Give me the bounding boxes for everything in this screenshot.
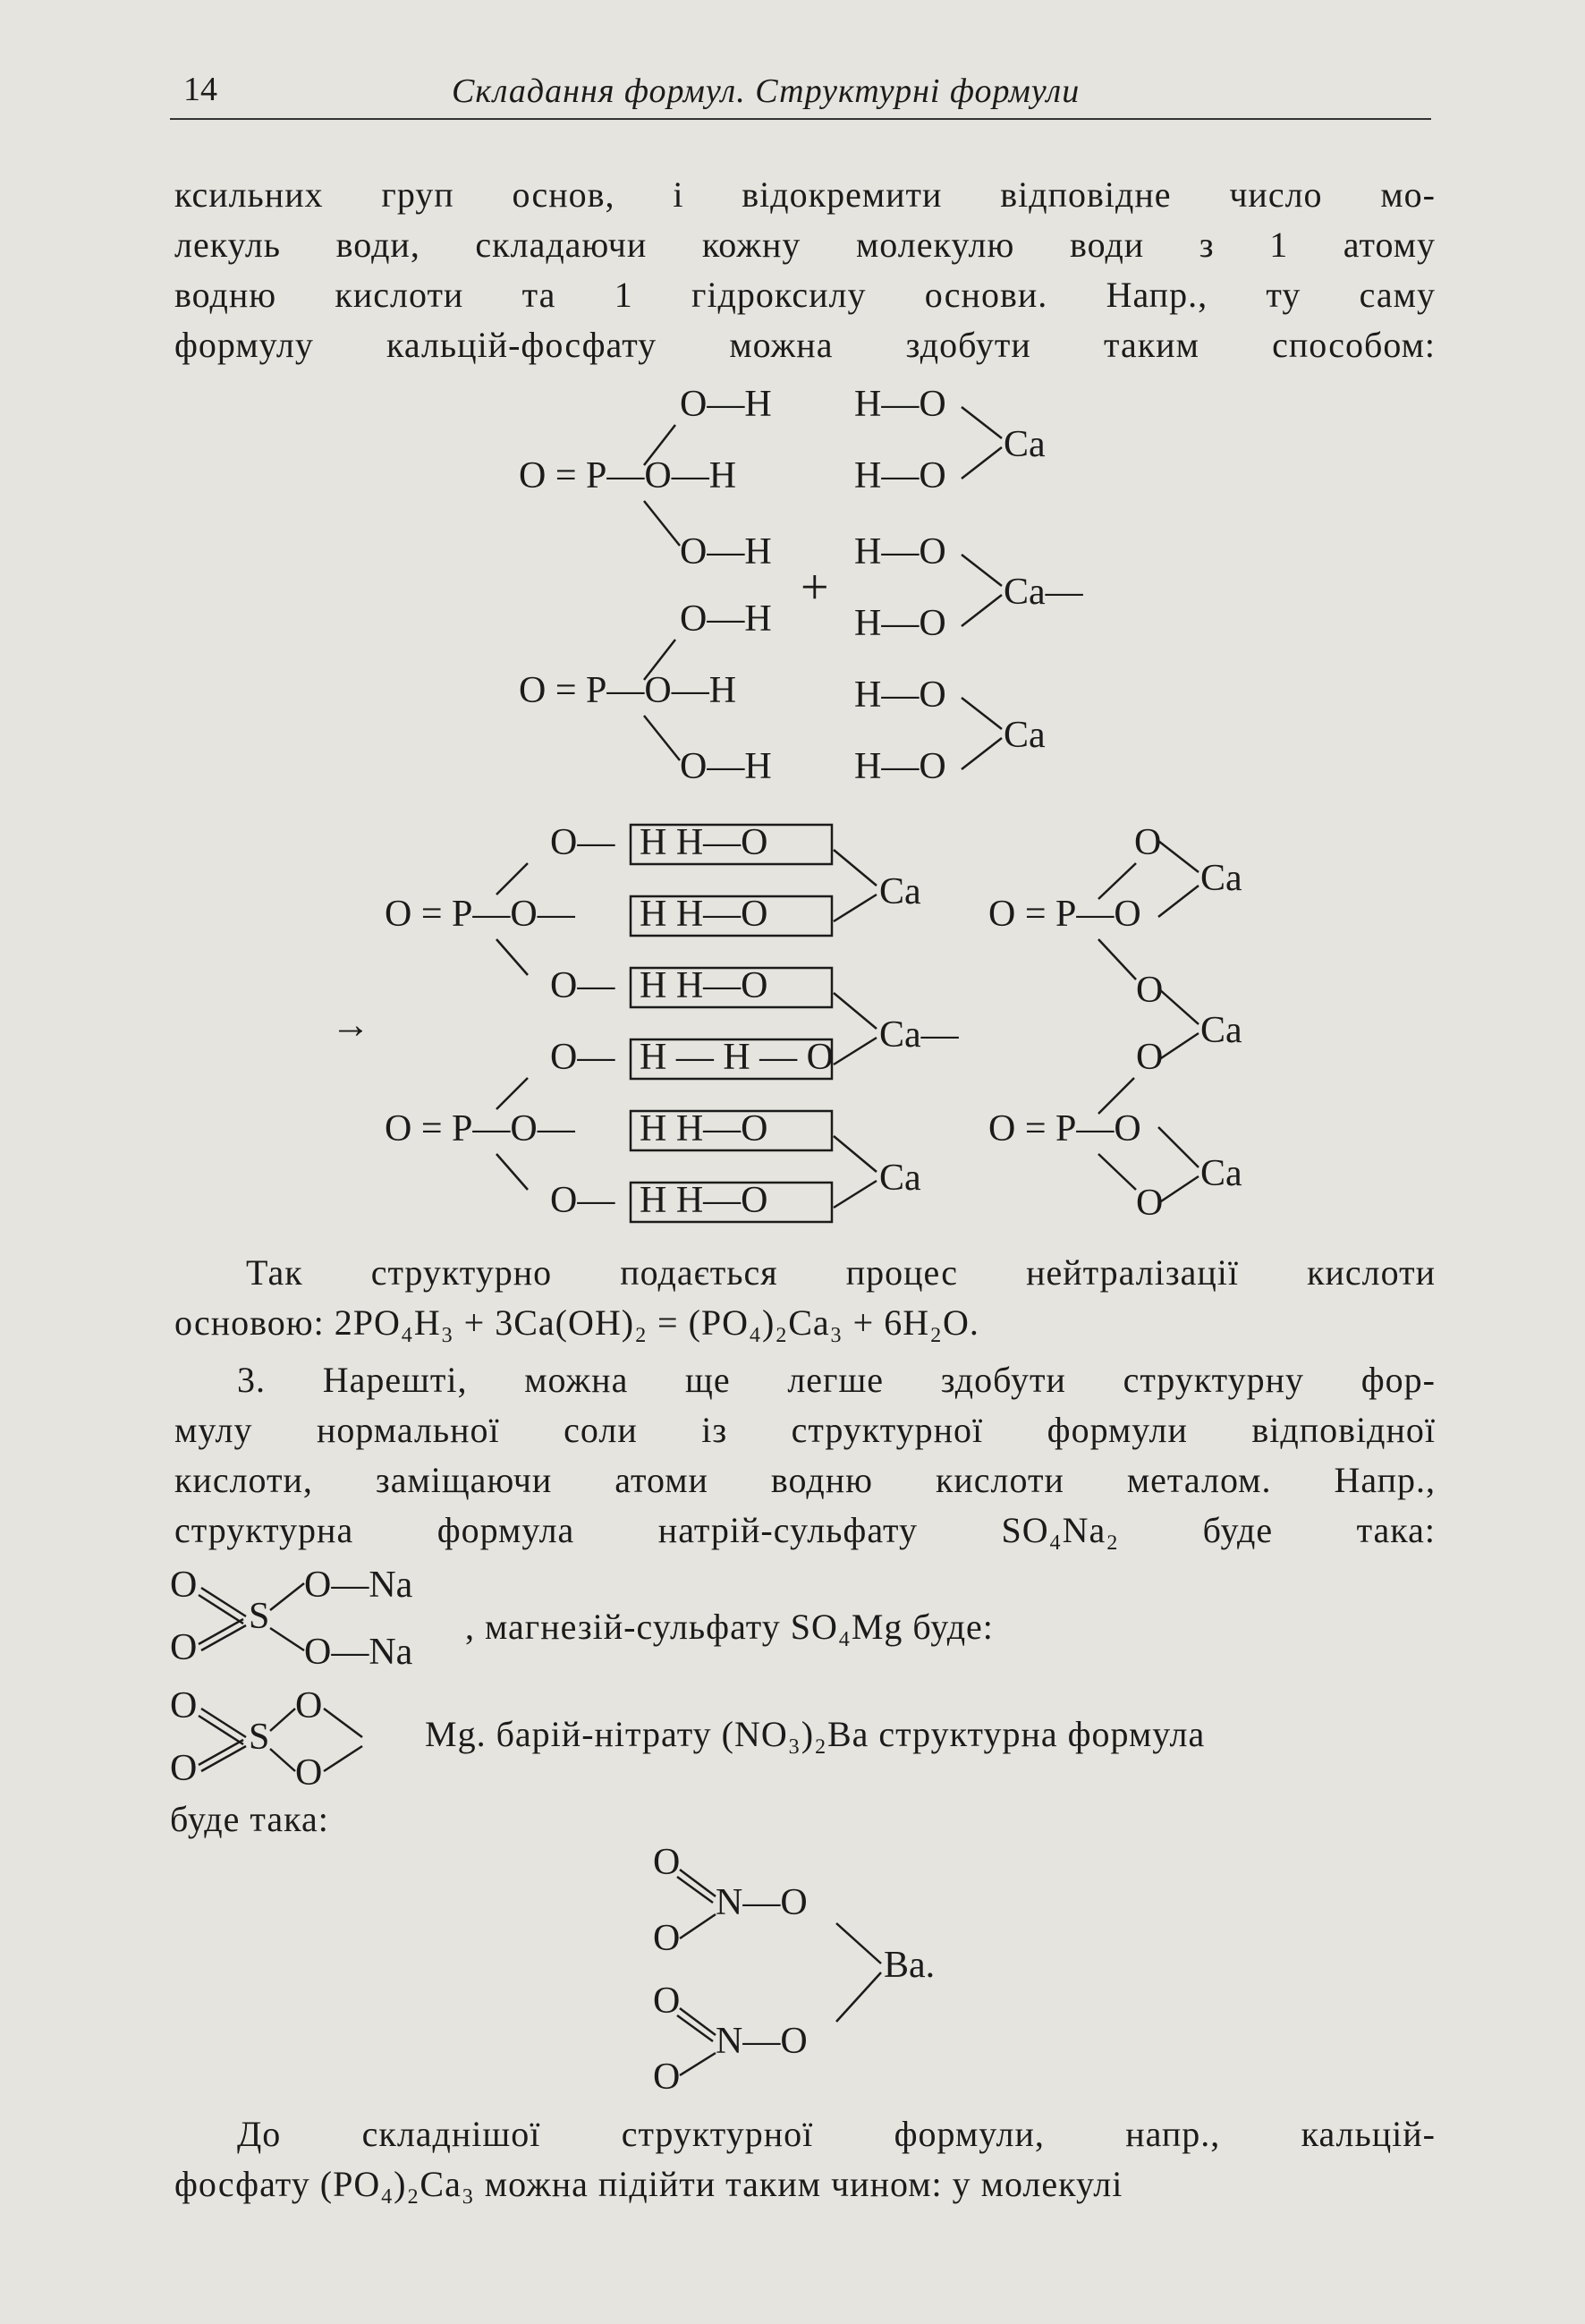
text-line: кислоти, заміщаючи атоми водню кислоти металом. Напр., (174, 1460, 1436, 1500)
bond (962, 407, 1002, 479)
ca-label: Ca (1200, 1010, 1242, 1051)
formula-label: O = P—O—H (519, 455, 737, 496)
paragraph-2 (174, 1248, 1436, 1348)
text-line: буде така: (170, 1799, 329, 1839)
formula-label: H—O (854, 531, 946, 573)
bond (836, 1923, 881, 2022)
formula-label: O (1136, 970, 1164, 1011)
atom-label: S (249, 1596, 270, 1637)
bond (677, 1870, 716, 1903)
bond (834, 850, 877, 921)
text-line: формулу кальцій-фосфату можна здобути таким способом: (174, 325, 1436, 365)
atom-label: O—Na (304, 1565, 413, 1606)
running-title: Складання формул. Структурні формули (452, 72, 1081, 110)
arrow-icon: → (331, 1003, 370, 1047)
ca-label: Ca— (879, 1014, 959, 1056)
atom-label: O (170, 1748, 198, 1789)
atom-label: O (170, 1627, 198, 1668)
box-label: H H—O (640, 1108, 768, 1149)
atom-label: S (249, 1717, 270, 1758)
formula-label: O—H (680, 598, 772, 640)
ca-label: Ca (879, 1158, 921, 1199)
formula-label: O (1136, 1183, 1164, 1224)
bond (270, 1709, 295, 1771)
bond (644, 501, 680, 546)
formula-label: O = P—O—H (519, 670, 737, 711)
atom-label: O (295, 1685, 323, 1726)
bond (1158, 841, 1199, 917)
box-label: H — H — O (640, 1037, 834, 1078)
ca-label: Ca (1200, 1153, 1242, 1194)
text-line: До складнішої структурної формули, напр., кальцій- (237, 2114, 1436, 2154)
formula-magnesium-sulfate (170, 1682, 420, 1798)
formula-label: O (1136, 1037, 1164, 1078)
atom-label: Ba. (884, 1945, 936, 1986)
header-rule (170, 118, 1431, 120)
bond (1158, 1127, 1199, 1203)
formula-barium-nitrate (644, 1838, 966, 2107)
bond (644, 716, 680, 760)
page-number: 14 (183, 71, 217, 108)
bond (270, 1583, 304, 1650)
formula-label: O— (550, 1037, 615, 1078)
formula-label: O— (550, 965, 615, 1006)
box-label: H H—O (640, 894, 768, 935)
ca-label: Ca (1004, 424, 1046, 465)
formula-label: O = P—O— (385, 894, 575, 935)
bond (1158, 988, 1199, 1060)
atom-label: N—O (716, 2021, 808, 2062)
text-line: Так структурно подається процес нейтралізації кислоти (246, 1252, 1436, 1293)
bond (677, 2008, 716, 2041)
text-line: фосфату (PO₄)₂Ca₃ можна підійти таким чином: у молекулі (174, 2164, 1123, 2204)
text-line: водню кислоти та 1 гідроксилу основи. Напр., ту саму (174, 275, 1436, 315)
formula-label: O = P—O— (385, 1108, 575, 1149)
formula-label: O— (550, 1180, 615, 1221)
bond (680, 1914, 716, 1938)
magnesium-sulfate-text: , магнезій-сульфату SO₄Mg буде: (465, 1607, 994, 1647)
ca-label: Ca— (1004, 572, 1083, 613)
ca-label: Ca (1004, 715, 1046, 756)
box-label: H H—O (640, 965, 768, 1006)
bond (199, 1588, 246, 1650)
text-line: основою: 2PO₄H₃ + 3Ca(OH)₂ = (PO₄)₂Ca₃ + 6H₂O. (174, 1302, 979, 1343)
bond (496, 1154, 528, 1190)
atom-label: O (653, 2057, 681, 2098)
barium-nitrate-text: Mg. барій-нітрату (NO₃)₂Ba структурна формула (425, 1714, 1206, 1754)
atom-label: O (170, 1685, 198, 1726)
bond (1098, 1154, 1136, 1190)
atom-label: O (653, 1980, 681, 2022)
formula-label: O—H (680, 384, 772, 425)
plus-sign: + (801, 560, 829, 615)
formula-label: H—O (854, 674, 946, 716)
formula-label: H—O (854, 603, 946, 644)
bond (496, 863, 528, 895)
bond (962, 698, 1002, 769)
bond (199, 1709, 246, 1771)
formula-label: H—O (854, 746, 946, 787)
box-label: H H—O (640, 1180, 768, 1221)
atom-label: O—Na (304, 1632, 413, 1673)
formula-label: H—O (854, 384, 946, 425)
bond (1098, 939, 1136, 980)
formula-label: O (1134, 822, 1162, 863)
atom-label: O (653, 1842, 681, 1883)
box-label: H H—O (640, 822, 768, 863)
page-header (183, 63, 1436, 116)
bond (834, 1136, 877, 1208)
atom-label: O (653, 1918, 681, 1959)
paragraph-3 (174, 1355, 1436, 1556)
paragraph-4 (174, 2109, 1436, 2209)
bond (680, 2053, 716, 2075)
formula-label: H—O (854, 455, 946, 496)
formula-sodium-sulfate (170, 1561, 474, 1695)
text-line: мулу нормальної соли із структурної формули відповідної (174, 1410, 1436, 1450)
bond (496, 1078, 528, 1109)
formula-label: O = P—O (988, 1108, 1141, 1149)
formula-label: O—H (680, 531, 772, 573)
scheme-water-elimination (331, 814, 1306, 1243)
text-line: ксильних груп основ, і відокремити відповідне число мо- (174, 174, 1436, 215)
bond (324, 1709, 362, 1771)
ca-label: Ca (1200, 858, 1242, 899)
scheme-acid-plus-base (501, 376, 1145, 805)
formula-label: O—H (680, 746, 772, 787)
formula-label: O— (550, 822, 615, 863)
text-line: лекуль води, складаючи кожну молекулю води з 1 атому (174, 225, 1436, 265)
atom-label: O (170, 1565, 198, 1606)
ca-label: Ca (879, 871, 921, 912)
paragraph-1 (174, 170, 1436, 370)
atom-label: N—O (716, 1882, 808, 1923)
bond (834, 993, 877, 1064)
atom-label: O (295, 1752, 323, 1794)
text-line: структурна формула натрій-сульфату SO₄Na₂ буде така: (174, 1510, 1436, 1550)
bond (962, 555, 1002, 626)
bond (496, 939, 528, 975)
formula-label: O = P—O (988, 894, 1141, 935)
text-line: 3. Нарешті, можна ще легше здобути структурну фор- (237, 1360, 1436, 1400)
